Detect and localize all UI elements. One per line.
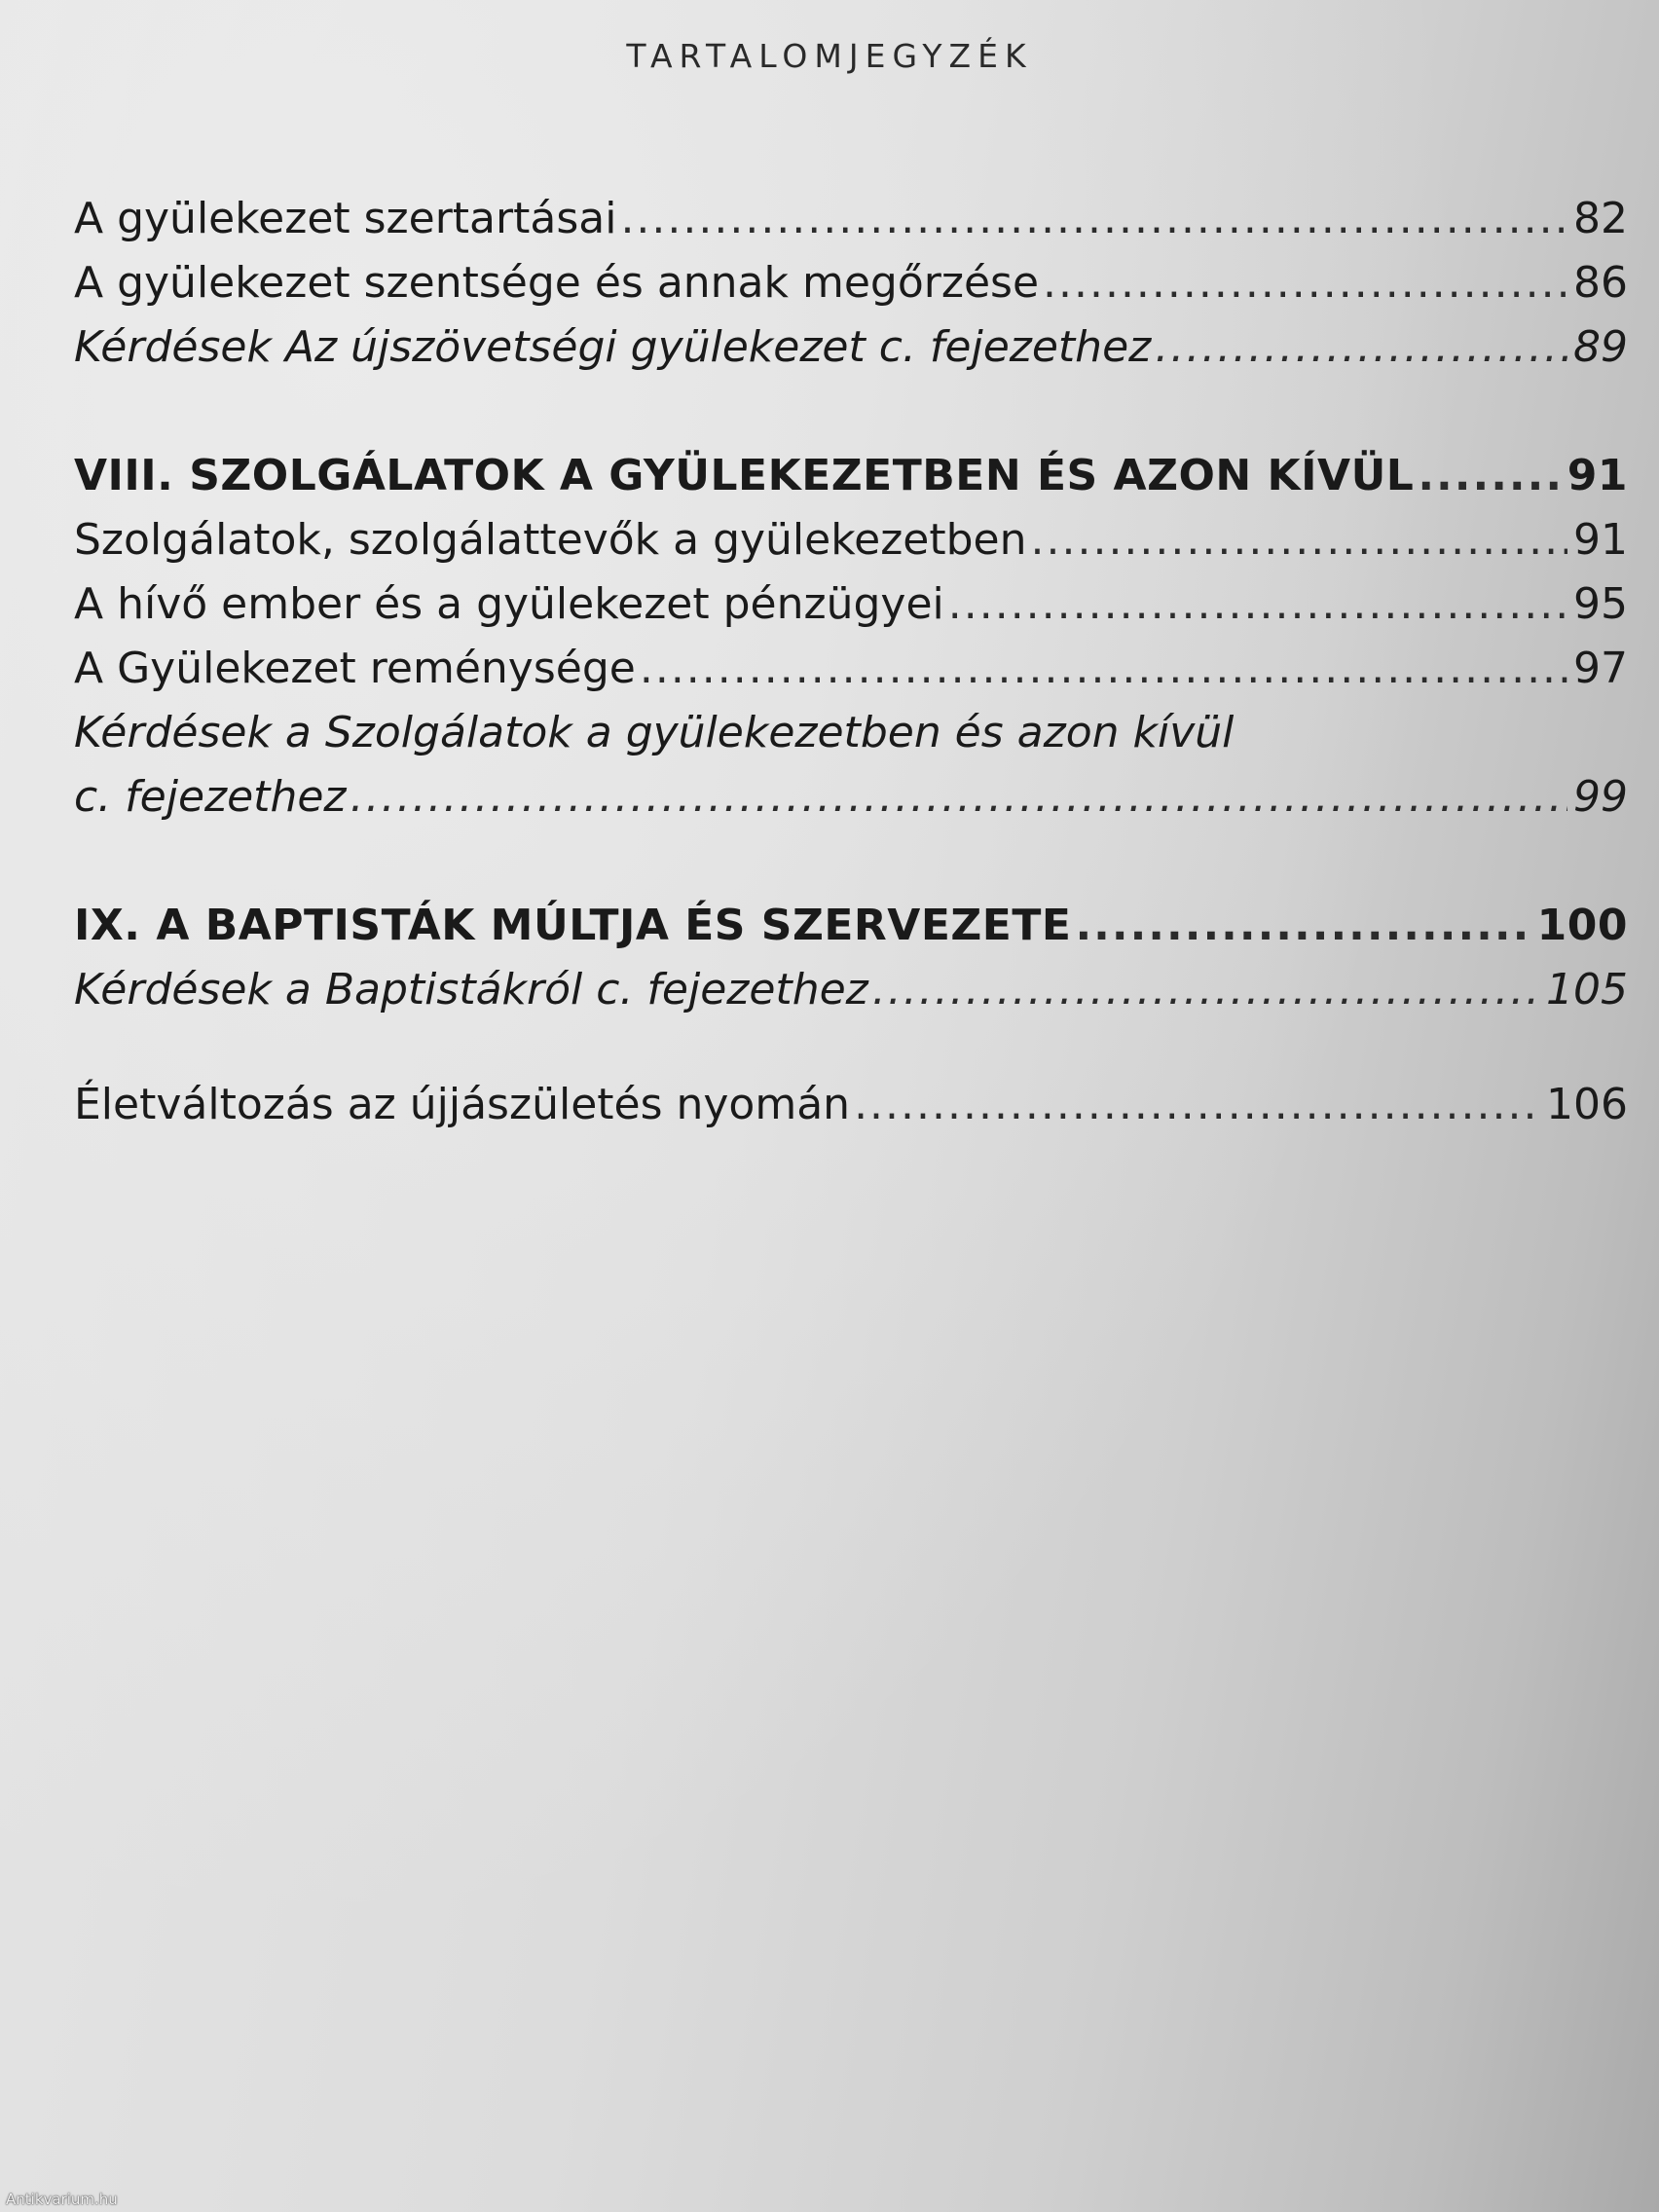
page-header: TARTALOMJEGYZÉK	[626, 37, 1033, 75]
toc-question-line: Kérdések a Szolgálatok a gyülekezetben és azon kívül	[74, 708, 1235, 757]
dot-leader	[872, 958, 1540, 1022]
chapter-page: 100	[1536, 901, 1628, 950]
toc-entry-title: A gyülekezet szertartásai	[74, 194, 617, 243]
toc-chapter-heading	[74, 894, 1628, 958]
chapter-page: 91	[1567, 451, 1628, 500]
toc-entry-title: Életváltozás az újjászületés nyomán	[74, 1080, 851, 1129]
dot-leader	[1031, 508, 1567, 572]
toc-entry-page: 95	[1573, 579, 1628, 629]
dot-leader	[640, 637, 1567, 701]
toc-entry	[74, 251, 1628, 315]
toc-question-entry	[74, 315, 1628, 380]
toc-entry	[74, 187, 1628, 251]
dot-leader	[1075, 894, 1530, 958]
toc-entry-title: A gyülekezet szentsége és annak megőrzése	[74, 258, 1040, 308]
dot-leader	[854, 1073, 1540, 1137]
toc-entry-title: Kérdések Az újszövetségi gyülekezet c. fejezethez	[74, 322, 1152, 372]
toc-entry	[74, 1073, 1628, 1137]
table-of-contents	[74, 187, 1628, 1137]
toc-entry-title: A hívő ember és a gyülekezet pénzügyei	[74, 579, 944, 629]
toc-question-entry	[74, 765, 1628, 830]
toc-entry-title: Szolgálatok, szolgálattevők a gyülekezetben	[74, 515, 1027, 565]
toc-entry-page: 82	[1573, 194, 1628, 243]
dot-leader	[1418, 444, 1561, 508]
toc-entry-page: 89	[1573, 322, 1628, 372]
toc-entry-page: 106	[1546, 1080, 1628, 1129]
toc-entry	[74, 637, 1628, 701]
toc-entry-title: c. fejezethez	[74, 772, 347, 822]
toc-entry	[74, 572, 1628, 637]
toc-question-entry	[74, 958, 1628, 1022]
toc-entry-page: 99	[1573, 772, 1628, 822]
chapter-title: VIII. SZOLGÁLATOK A GYÜLEKEZETBEN ÉS AZON KÍVÜL	[74, 451, 1415, 500]
toc-entry-page: 86	[1573, 258, 1628, 308]
dot-leader	[620, 187, 1567, 251]
dot-leader	[1155, 315, 1567, 380]
toc-entry-title: Kérdések a Baptistákról c. fejezethez	[74, 965, 868, 1014]
dot-leader	[1043, 251, 1567, 315]
toc-entry	[74, 508, 1628, 572]
chapter-title: IX. A BAPTISTÁK MÚLTJA ÉS SZERVEZETE	[74, 901, 1072, 950]
toc-entry-page: 97	[1573, 644, 1628, 693]
toc-entry-page: 91	[1573, 515, 1628, 565]
toc-entry-page: 105	[1546, 965, 1628, 1014]
dot-leader	[350, 765, 1568, 830]
dot-leader	[948, 572, 1567, 637]
watermark: Antikvarium.hu	[6, 2191, 118, 2208]
toc-entry-title: A Gyülekezet reménysége	[74, 644, 636, 693]
toc-chapter-heading	[74, 444, 1628, 508]
